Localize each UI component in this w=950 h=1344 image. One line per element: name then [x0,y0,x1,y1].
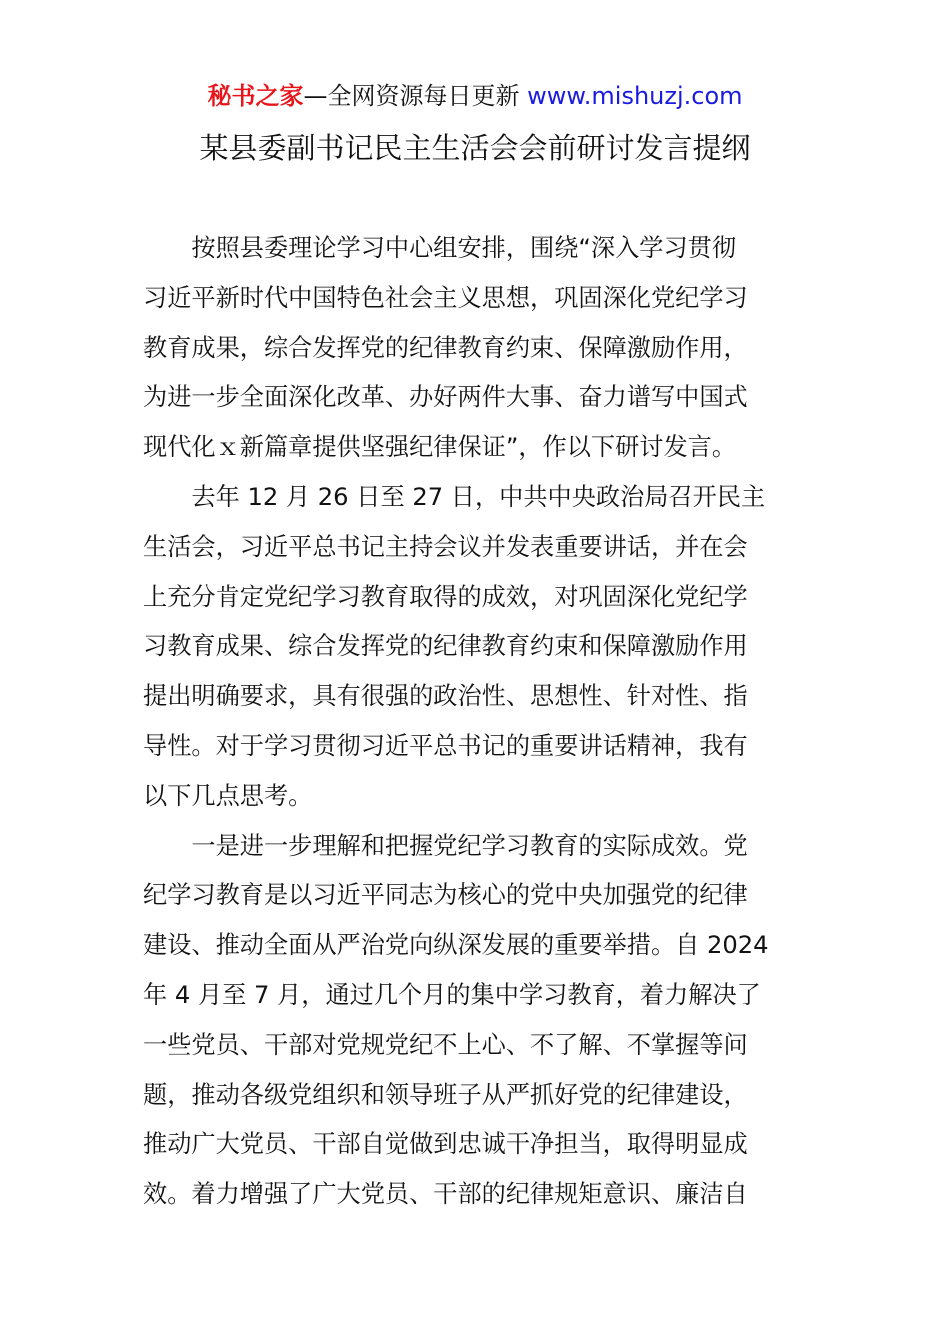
paragraph-line: 纪学习教育是以习近平同志为核心的党中央加强党的纪律 [143,881,748,910]
document-body [143,224,808,1220]
paragraph-line: 去年 12 月 26 日至 27 日，中共中央政治局召开民主 [191,482,766,511]
paragraph-intro [143,224,808,473]
site-header [0,80,950,112]
paragraph-line: 教育成果，综合发挥党的纪律教育约束、保障激励作用， [143,333,748,362]
paragraph-line: 年 4 月至 7 月，通过几个月的集中学习教育，着力解决了 [143,980,761,1009]
paragraph-line: 习近平新时代中国特色社会主义思想，巩固深化党纪学习 [143,283,748,312]
paragraph-line: 题，推动各级党组织和领导班子从严抓好党的纪律建设， [143,1080,748,1109]
paragraph-line: 建设、推动全面从严治党向纵深发展的重要举措。自 2024 [143,931,769,960]
paragraph-background [143,473,808,822]
paragraph-line: 生活会，习近平总书记主持会议并发表重要讲话，并在会 [143,532,748,561]
document-title: 某县委副书记民主生活会会前研讨发言提纲 [199,131,751,165]
paragraph-line: 上充分肯定党纪学习教育取得的成效，对巩固深化党纪学 [143,582,748,611]
paragraph-line: 推动广大党员、干部自觉做到忠诚干净担当，取得明显成 [143,1130,748,1159]
paragraph-line: 现代化ｘ新篇章提供坚强纪律保证”，作以下研讨发言。 [143,433,737,462]
paragraph-line: 为进一步全面深化改革、办好两件大事、奋力谱写中国式 [143,383,748,412]
paragraph-line: 按照县委理论学习中心组安排，围绕“深入学习贯彻 [191,234,737,262]
paragraph-line: 一些党员、干部对党规党纪不上心、不了解、不掌握等问 [143,1030,748,1059]
paragraph-line: 提出明确要求，具有很强的政治性、思想性、针对性、指 [143,682,748,711]
site-url-link[interactable]: www.mishuzj.com [527,82,743,110]
brand-name: 秘书之家 [207,82,304,110]
paragraph-line: 导性。对于学习贯彻习近平总书记的重要讲话精神，我有 [143,731,748,760]
paragraph-line: 效。着力增强了广大党员、干部的纪律规矩意识、廉洁自 [143,1180,748,1209]
paragraph-point-one [143,822,808,1220]
site-tagline: —全网资源每日更新 [303,82,520,110]
paragraph-line: 一是进一步理解和把握党纪学习教育的实际成效。党 [191,831,748,860]
paragraph-line: 以下几点思考。 [143,781,313,810]
paragraph-line: 习教育成果、综合发挥党的纪律教育约束和保障激励作用 [143,632,748,661]
